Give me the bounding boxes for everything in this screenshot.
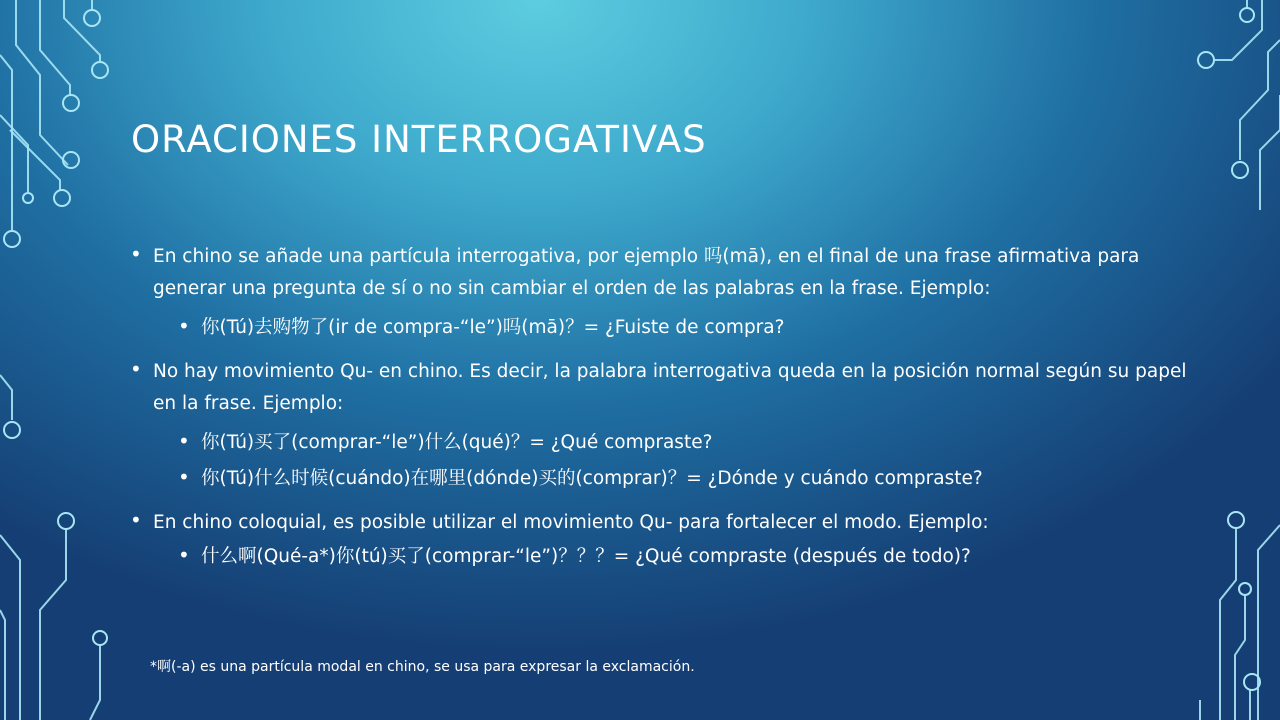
slide-content [130, 241, 1190, 575]
bullet-item: • En chino se añade una partícula interrogativa, por ejemplo 吗(mā), en el final de una frase afirmativa para generar una pregunta de sí o no sin cambiar el orden de las palabras en la frase. Ejemplo: [130, 241, 1190, 304]
sub-bullet-example: • 什么啊(Qué-a*)你(tú)买了(comprar-“le”)？？？= ¿Qué compraste (después de todo)? [178, 539, 1190, 575]
sub-bullet-example: • 你(Tú)去购物了(ir de compra-“le”)吗(mā)？= ¿Fuiste de compra? [178, 310, 1190, 346]
sub-bullet-example: • 你(Tú)什么时候(cuándo)在哪里(dónde)买的(comprar)？= ¿Dónde y cuándo compraste? [178, 461, 1190, 497]
bullet-item: • En chino coloquial, es posible utilizar el movimiento Qu- para fortalecer el modo. Ejemplo: [130, 507, 1190, 539]
circuit-left-bottom [0, 375, 107, 720]
circuit-right-bottom [1200, 512, 1280, 720]
slide-title: ORACIONES INTERROGATIVAS [131, 118, 707, 161]
circuit-left-top [0, 0, 108, 247]
sub-bullet-example: • 你(Tú)买了(comprar-“le”)什么(qué)？= ¿Qué compraste? [178, 425, 1190, 461]
circuit-right-top [1198, 0, 1280, 210]
bullet-item: • No hay movimiento Qu- en chino. Es decir, la palabra interrogativa queda en la posición normal según su papel en la frase. Ejemplo: [130, 356, 1190, 419]
footnote: *啊(-a) es una partícula modal en chino, se usa para expresar la exclamación. [150, 659, 695, 675]
